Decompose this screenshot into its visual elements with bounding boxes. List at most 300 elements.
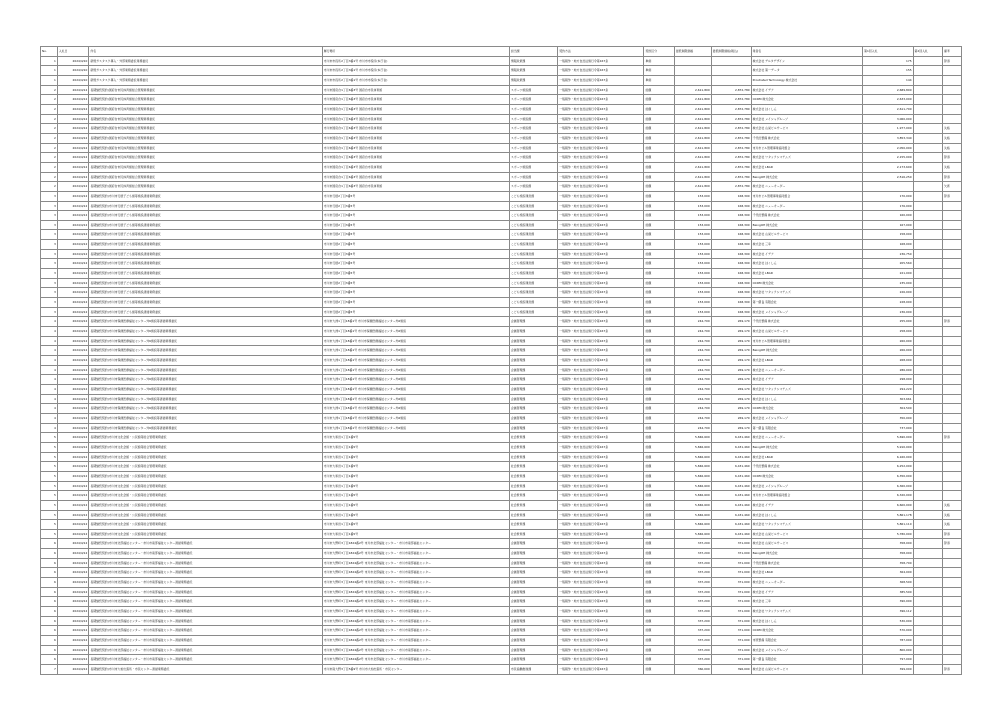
cell-no: 6 <box>41 645 58 655</box>
table-row <box>41 394 962 404</box>
header-department: 担当課 <box>509 47 557 57</box>
table-row <box>41 626 962 636</box>
cell-department: 企画管理課 <box>509 404 557 414</box>
cell-subject: 長期継続契約)市川市行徳子ども館等施設清掃業務委託 <box>89 220 322 230</box>
cell-location: 市川市大和田1丁目1番5号 <box>322 452 509 462</box>
cell-min-price: 2,611,800 <box>674 182 711 192</box>
table-row <box>41 529 962 539</box>
cell-remarks: 辞退 <box>942 317 961 327</box>
cell-contract-type: 総額 <box>644 133 674 143</box>
cell-remarks <box>942 269 961 279</box>
cell-subject: 長期継続契約)市川市行徳子ども館等施設清掃業務委託 <box>89 298 322 308</box>
cell-round-1: 236,750 <box>863 249 913 259</box>
cell-contract-type: 単価 <box>644 66 674 76</box>
cell-round-1: 221,000 <box>863 269 913 279</box>
cell-bid-date: 2024/4/12 <box>57 404 89 414</box>
cell-min-price-tax: 168,300 <box>711 191 751 201</box>
cell-bidder: 株式会社 ワタックシステムズ <box>751 288 862 298</box>
cell-contract-type: 総額 <box>644 375 674 385</box>
cell-min-price-tax: 2,872,780 <box>711 143 751 153</box>
cell-min-price: 244,700 <box>674 365 711 375</box>
cell-contract-method: 一般競争・地方自治法施行令第167条 <box>558 452 644 462</box>
cell-round-1: 3,060,000 <box>863 114 913 124</box>
cell-bid-date: 2024/4/12 <box>57 133 89 143</box>
cell-bid-date: 2024/4/12 <box>57 211 89 221</box>
cell-round-1: 2,173,600 <box>863 162 913 172</box>
cell-department: 企画管理課 <box>509 636 557 646</box>
cell-min-price: 244,700 <box>674 317 711 327</box>
cell-contract-method: 一般競争・地方自治法施行令第167条 <box>558 259 644 269</box>
cell-min-price: 337,200 <box>674 645 711 655</box>
cell-contract-type: 総額 <box>644 587 674 597</box>
cell-subject: 長期継続契約)市川市文化会館・公民館等総合管理業務委託 <box>89 471 322 481</box>
cell-contract-type: 総額 <box>644 327 674 337</box>
cell-round-1: 5,861,178 <box>863 510 913 520</box>
cell-no: 6 <box>41 587 58 597</box>
cell-subject: 長期継続契約)市川市文化会館・公民館等総合管理業務委託 <box>89 520 322 530</box>
cell-no: 4 <box>41 423 58 433</box>
cell-remarks: 失格 <box>942 124 961 134</box>
cell-no: 3 <box>41 288 58 298</box>
table-row <box>41 384 962 394</box>
cell-round-2 <box>913 114 942 124</box>
cell-bid-date: 2024/4/12 <box>57 491 89 501</box>
cell-location: 市川市国府台1丁目6番3号 国府台市民体育館 <box>322 124 509 134</box>
cell-round-1: 226,000 <box>863 288 913 298</box>
cell-bidder: 株式会社 ほくしん <box>751 394 862 404</box>
cell-bid-date: 2024/4/12 <box>57 356 89 366</box>
cell-bidder: Prostrated Technology 株式会社 <box>751 75 862 85</box>
table-row <box>41 433 962 443</box>
table-row <box>41 124 962 134</box>
cell-round-2 <box>913 529 942 539</box>
cell-min-price-tax: 2,872,780 <box>711 114 751 124</box>
cell-contract-type: 総額 <box>644 384 674 394</box>
cell-remarks <box>942 327 961 337</box>
cell-location: 市川市大野町3丁目1824番2号 市川市北部福祉センター・市川市南部福祉センター <box>322 597 509 607</box>
header-no: No. <box>41 47 58 57</box>
table-row <box>41 491 962 501</box>
cell-round-2 <box>913 269 942 279</box>
cell-bidder: 株式会社 デルタデザイン <box>751 56 862 66</box>
cell-location: 市川市国府台1丁目6番3号 国府台市民体育館 <box>322 85 509 95</box>
cell-contract-method: 一般競争・地方自治法施行令第167条 <box>558 143 644 153</box>
cell-department: 企画管理課 <box>509 346 557 356</box>
cell-round-2 <box>913 491 942 501</box>
cell-round-1: 255,000 <box>863 317 913 327</box>
cell-no: 6 <box>41 616 58 626</box>
cell-min-price: 360,000 <box>674 665 711 675</box>
cell-subject: 長期継続契約)市川市行徳子ども館等施設清掃業務委託 <box>89 230 322 240</box>
cell-subject: 長期継続契約)市川市文化会館・公民館等総合管理業務委託 <box>89 462 322 472</box>
cell-subject: 長期継続契約)国府台市民体育館総合管理業務委託 <box>89 182 322 192</box>
cell-round-1: 385,500 <box>863 587 913 597</box>
cell-contract-method: 一般競争・地方自治法施行令第167条 <box>558 655 644 665</box>
cell-round-1: 268,000 <box>863 356 913 366</box>
cell-bidder: 株式会社 イデア <box>751 85 862 95</box>
cell-min-price: 244,700 <box>674 346 711 356</box>
cell-min-price: 5,846,600 <box>674 471 711 481</box>
cell-department: 企画管理課 <box>509 558 557 568</box>
cell-remarks: 辞退 <box>942 191 961 201</box>
cell-round-2 <box>913 452 942 462</box>
cell-remarks <box>942 568 961 578</box>
table-row <box>41 211 962 221</box>
cell-bid-date: 2024/4/12 <box>57 240 89 250</box>
cell-contract-method: 一般競争・地方自治法施行令第167条 <box>558 491 644 501</box>
cell-subject: 長期継続契約)市川市北部福祉センター・市川市南部福祉センター清掃業務委託 <box>89 636 322 646</box>
cell-department: 情報政策課 <box>509 56 557 66</box>
cell-contract-type: 総額 <box>644 143 674 153</box>
cell-contract-method: 一般競争・地方自治法施行令第167条 <box>558 558 644 568</box>
cell-subject: 長期継続契約)市川市保健医療福祉センター外6施設等清掃業務委託 <box>89 356 322 366</box>
cell-bid-date: 2024/4/12 <box>57 278 89 288</box>
cell-department: スポーツ施設課 <box>509 143 557 153</box>
cell-bid-date: 2024/4/12 <box>57 549 89 559</box>
cell-department: 社会教育課 <box>509 510 557 520</box>
cell-min-price: 2,611,800 <box>674 104 711 114</box>
cell-contract-type: 総額 <box>644 500 674 510</box>
cell-subject: 長期継続契約)国府台市民体育館総合管理業務委託 <box>89 133 322 143</box>
cell-min-price: 5,846,600 <box>674 452 711 462</box>
cell-bidder: 千代田整備 株式会社 <box>751 462 862 472</box>
header-subject: 件名 <box>89 47 322 57</box>
cell-subject: 長期継続契約)市川市保健医療福祉センター外6施設等清掃業務委託 <box>89 375 322 385</box>
cell-no: 3 <box>41 269 58 279</box>
cell-bidder: BeingOH 株式会社 <box>751 220 862 230</box>
cell-contract-method: 一般競争・地方自治法施行令第167条 <box>558 172 644 182</box>
cell-round-1: 5,910,000 <box>863 442 913 452</box>
cell-department: こども施設運営課 <box>509 259 557 269</box>
cell-min-price: 153,000 <box>674 259 711 269</box>
cell-no: 5 <box>41 510 58 520</box>
cell-round-1: 266,000 <box>863 346 913 356</box>
cell-department: スポーツ施設課 <box>509 182 557 192</box>
cell-contract-type: 総額 <box>644 85 674 95</box>
cell-bid-date: 2024/4/12 <box>57 365 89 375</box>
cell-no: 1 <box>41 75 58 85</box>
cell-bid-date: 2024/4/12 <box>57 346 89 356</box>
table-row <box>41 587 962 597</box>
cell-department: 企画管理課 <box>509 356 557 366</box>
cell-location: 市川市大野町3丁目1824番2号 市川市北部福祉センター・市川市南部福祉センター <box>322 578 509 588</box>
table-row <box>41 452 962 462</box>
cell-department: 企画管理課 <box>509 384 557 394</box>
cell-remarks: 辞退 <box>942 539 961 549</box>
cell-bid-date: 2024/4/12 <box>57 597 89 607</box>
cell-round-1: 570,000 <box>863 626 913 636</box>
table-row <box>41 327 962 337</box>
cell-contract-method: 一般競争・地方自治法施行令第167条 <box>558 220 644 230</box>
cell-min-price-tax: 371,000 <box>711 558 751 568</box>
cell-min-price-tax: 269,170 <box>711 394 751 404</box>
cell-contract-method: 一般競争・地方自治法施行令第167条 <box>558 346 644 356</box>
header-round-1: 第1回入札 <box>863 47 913 57</box>
cell-remarks: 失格 <box>942 500 961 510</box>
cell-contract-type: 総額 <box>644 471 674 481</box>
cell-contract-method: 一般競争・地方自治法施行令第167条 <box>558 375 644 385</box>
cell-min-price: 153,000 <box>674 298 711 308</box>
cell-bid-date: 2024/4/12 <box>57 124 89 134</box>
cell-min-price: 244,700 <box>674 336 711 346</box>
cell-bidder: 株式会社 LBAD <box>751 568 862 578</box>
cell-contract-method: 一般競争・地方自治法施行令第167条 <box>558 433 644 443</box>
cell-bid-date: 2024/4/12 <box>57 520 89 530</box>
cell-min-price: 337,200 <box>674 616 711 626</box>
cell-no: 5 <box>41 481 58 491</box>
cell-bidder: 株式会社 LBAD <box>751 269 862 279</box>
cell-min-price: 5,846,600 <box>674 442 711 452</box>
cell-round-2 <box>913 558 942 568</box>
cell-subject: 長期継続契約)市川市行徳子ども館等施設清掃業務委託 <box>89 307 322 317</box>
cell-bid-date: 2024/4/12 <box>57 665 89 675</box>
cell-location: 市川市大洲1丁目18番1号 市川市保健医療福祉センター外6施設 <box>322 394 509 404</box>
cell-subject: 長期継続契約)市川市保健医療福祉センター外6施設等清掃業務委託 <box>89 404 322 414</box>
cell-subject: 長期継続契約)市川市保健医療福祉センター外6施設等清掃業務委託 <box>89 336 322 346</box>
cell-min-price-tax: 269,170 <box>711 346 751 356</box>
cell-subject: 長期継続契約)市川市文化会館・公民館等総合管理業務委託 <box>89 433 322 443</box>
cell-round-2 <box>913 104 942 114</box>
cell-department: 企画管理課 <box>509 336 557 346</box>
cell-location: 市川市大洲1丁目18番1号 市川市保健医療福祉センター外6施設 <box>322 404 509 414</box>
cell-contract-type: 総額 <box>644 655 674 665</box>
cell-min-price: 2,611,800 <box>674 172 711 182</box>
cell-remarks <box>942 240 961 250</box>
cell-location: 市川市大和田1丁目1番5号 <box>322 433 509 443</box>
cell-subject: 長期継続契約)市川市保健医療福祉センター外6施設等清掃業務委託 <box>89 346 322 356</box>
cell-subject: 新規ガスタスク導入・外部業務委託業務委託 <box>89 56 322 66</box>
cell-subject: 新規ガスタスク導入・外部業務委託業務委託 <box>89 66 322 76</box>
cell-remarks: 辞退 <box>942 529 961 539</box>
cell-min-price-tax: 2,872,780 <box>711 124 751 134</box>
cell-min-price: 244,700 <box>674 375 711 385</box>
cell-subject: 新規ガスタスク導入・外部業務委託業務委託 <box>89 75 322 85</box>
cell-subject: 長期継続契約)市川市文化会館・公民館等総合管理業務委託 <box>89 481 322 491</box>
cell-contract-type: 総額 <box>644 104 674 114</box>
cell-min-price-tax <box>711 56 751 66</box>
cell-location: 市川市国府台1丁目6番3号 国府台市民体育館 <box>322 172 509 182</box>
table-row <box>41 645 962 655</box>
cell-bidder: 株式会社 ほくしん <box>751 259 862 269</box>
cell-no: 5 <box>41 462 58 472</box>
cell-round-1: 205,560 <box>863 259 913 269</box>
cell-round-2 <box>913 462 942 472</box>
table-row <box>41 191 962 201</box>
cell-bidder: 株式会社 ニューオーダー <box>751 578 862 588</box>
cell-bidder: 株式会社 ニューオーダー <box>751 365 862 375</box>
cell-bid-date: 2024/4/12 <box>57 307 89 317</box>
table-row <box>41 172 962 182</box>
cell-department: こども施設運営課 <box>509 201 557 211</box>
cell-department: こども施設運営課 <box>509 269 557 279</box>
cell-contract-method: 一般競争・地方自治法施行令第167条 <box>558 394 644 404</box>
table-row <box>41 66 962 76</box>
cell-contract-type: 総額 <box>644 645 674 655</box>
cell-min-price: 2,611,800 <box>674 85 711 95</box>
cell-contract-method: 一般競争・地方自治法施行令第167条 <box>558 549 644 559</box>
cell-bidder: 株式会社 イデア <box>751 500 862 510</box>
cell-no: 1 <box>41 56 58 66</box>
cell-bidder: 第一優良 有限会社 <box>751 423 862 433</box>
cell-department: スポーツ施設課 <box>509 172 557 182</box>
cell-round-2 <box>913 384 942 394</box>
cell-bidder: 株式会社 ワタックシステムズ <box>751 384 862 394</box>
cell-location: 市川市大和田1丁目1番5号 <box>322 442 509 452</box>
cell-round-2 <box>913 220 942 230</box>
cell-min-price-tax: 2,872,780 <box>711 133 751 143</box>
cell-subject: 長期継続契約)市川市北部福祉センター・市川市南部福祉センター清掃業務委託 <box>89 539 322 549</box>
cell-bidder: 市原整備 有限会社 <box>751 636 862 646</box>
cell-location: 市川市行徳2丁目3番5号 <box>322 230 509 240</box>
cell-bidder: 市川市ビル管理事業協同組合 <box>751 143 862 153</box>
cell-department: 企画管理課 <box>509 568 557 578</box>
cell-min-price: 5,846,600 <box>674 520 711 530</box>
cell-location: 市川市大和田1丁目1番5号 <box>322 481 509 491</box>
cell-bid-date: 2024/4/12 <box>57 85 89 95</box>
cell-min-price-tax: 6,431,460 <box>711 481 751 491</box>
cell-round-2 <box>913 356 942 366</box>
cell-min-price-tax: 168,300 <box>711 278 751 288</box>
cell-round-1: 144 <box>863 75 913 85</box>
cell-min-price: 153,000 <box>674 220 711 230</box>
cell-contract-type: 総額 <box>644 636 674 646</box>
cell-contract-method: 一般競争・地方自治法施行令第167条 <box>558 95 644 105</box>
table-row <box>41 520 962 530</box>
cell-round-1: 5,690,000 <box>863 433 913 443</box>
cell-contract-method: 一般競争・地方自治法施行令第167条 <box>558 327 644 337</box>
cell-contract-method: 一般競争・地方自治法施行令第167条 <box>558 307 644 317</box>
cell-subject: 長期継続契約)市川市北部福祉センター・市川市南部福祉センター清掃業務委託 <box>89 587 322 597</box>
cell-min-price-tax: 371,000 <box>711 539 751 549</box>
table-row <box>41 336 962 346</box>
header-remarks: 備考 <box>942 47 961 57</box>
cell-contract-type: 総額 <box>644 153 674 163</box>
cell-contract-method: 一般競争・地方自治法施行令第167条 <box>558 269 644 279</box>
cell-min-price-tax: 2,872,780 <box>711 172 751 182</box>
cell-bidder: 第一優良 有限会社 <box>751 655 862 665</box>
cell-round-2 <box>913 162 942 172</box>
cell-no: 3 <box>41 278 58 288</box>
cell-round-1: 303,661 <box>863 394 913 404</box>
cell-round-1: 286,000 <box>863 365 913 375</box>
cell-contract-method: 一般競争・地方自治法施行令第167条 <box>558 317 644 327</box>
cell-no: 3 <box>41 259 58 269</box>
table-row <box>41 346 962 356</box>
cell-contract-method: 一般競争・地方自治法施行令第167条 <box>558 56 644 66</box>
cell-no: 5 <box>41 529 58 539</box>
table-row <box>41 539 962 549</box>
cell-bid-date: 2024/4/12 <box>57 471 89 481</box>
cell-round-1: 170,000 <box>863 191 913 201</box>
cell-min-price-tax: 2,872,780 <box>711 182 751 192</box>
cell-no: 7 <box>41 665 58 675</box>
cell-min-price <box>674 56 711 66</box>
cell-round-2 <box>913 645 942 655</box>
cell-min-price: 337,200 <box>674 607 711 617</box>
cell-round-2 <box>913 230 942 240</box>
cell-remarks <box>942 578 961 588</box>
cell-location: 市川市行徳2丁目3番5号 <box>322 240 509 250</box>
cell-remarks: 辞退 <box>942 665 961 675</box>
cell-location: 市川市大野町3丁目1824番2号 市川市北部福祉センター・市川市南部福祉センター <box>322 568 509 578</box>
cell-contract-method: 一般競争・地方自治法施行令第167条 <box>558 75 644 85</box>
cell-no: 4 <box>41 346 58 356</box>
cell-no: 5 <box>41 500 58 510</box>
cell-bidder: 株式会社 LBAD <box>751 452 862 462</box>
cell-department: 社会教育課 <box>509 471 557 481</box>
cell-location: 市川市大野町3丁目1824番2号 市川市北部福祉センター・市川市南部福祉センター <box>322 616 509 626</box>
cell-round-1: 399,000 <box>863 665 913 675</box>
cell-no: 2 <box>41 124 58 134</box>
cell-bidder: 株式会社 ワタックシステムズ <box>751 607 862 617</box>
cell-no: 6 <box>41 636 58 646</box>
cell-bid-date: 2024/4/12 <box>57 95 89 105</box>
cell-department: こども施設運営課 <box>509 307 557 317</box>
cell-contract-method: 一般競争・地方自治法施行令第167条 <box>558 539 644 549</box>
cell-subject: 長期継続契約)市川市文化会館・公民館等総合管理業務委託 <box>89 510 322 520</box>
table-row <box>41 259 962 269</box>
cell-bid-date: 2024/4/12 <box>57 636 89 646</box>
cell-min-price-tax: 168,300 <box>711 298 751 308</box>
cell-contract-type: 総額 <box>644 191 674 201</box>
cell-location: 市川市国府台1丁目6番3号 国府台市民体育館 <box>322 95 509 105</box>
cell-bidder: 株式会社 メイシャグループ <box>751 413 862 423</box>
cell-min-price-tax: 371,000 <box>711 568 751 578</box>
cell-remarks <box>942 384 961 394</box>
cell-bidder: 株式会社 イデア <box>751 375 862 385</box>
cell-remarks <box>942 307 961 317</box>
cell-min-price: 337,200 <box>674 655 711 665</box>
cell-min-price-tax: 168,300 <box>711 307 751 317</box>
cell-subject: 長期継続契約)市川市文化会館・公民館等総合管理業務委託 <box>89 442 322 452</box>
cell-no: 2 <box>41 153 58 163</box>
cell-remarks <box>942 645 961 655</box>
cell-round-2 <box>913 481 942 491</box>
cell-remarks: 失格 <box>942 133 961 143</box>
cell-contract-method: 一般競争・地方自治法施行令第167条 <box>558 616 644 626</box>
cell-contract-method: 一般競争・地方自治法施行令第167条 <box>558 529 644 539</box>
cell-no: 6 <box>41 549 58 559</box>
cell-subject: 長期継続契約)市川市保健医療福祉センター外6施設等清掃業務委託 <box>89 327 322 337</box>
cell-round-2 <box>913 346 942 356</box>
cell-contract-type: 総額 <box>644 510 674 520</box>
table-body <box>41 56 962 674</box>
cell-remarks <box>942 404 961 414</box>
cell-subject: 長期継続契約)市川市文化会館・公民館等総合管理業務委託 <box>89 452 322 462</box>
cell-no: 2 <box>41 133 58 143</box>
cell-remarks: 失格 <box>942 510 961 520</box>
cell-contract-method: 一般競争・地方自治法施行令第167条 <box>558 124 644 134</box>
cell-min-price-tax: 371,000 <box>711 645 751 655</box>
cell-round-1: 167,000 <box>863 220 913 230</box>
cell-contract-method: 一般競争・地方自治法施行令第167条 <box>558 240 644 250</box>
cell-department: 社会教育課 <box>509 491 557 501</box>
cell-location: 市川市南大野3丁目5番9号 市川市大柏出張所・市民センター <box>322 665 509 675</box>
cell-department: 社会教育課 <box>509 481 557 491</box>
cell-remarks <box>942 626 961 636</box>
cell-location: 市川市国府台1丁目6番3号 国府台市民体育館 <box>322 104 509 114</box>
cell-contract-type: 総額 <box>644 249 674 259</box>
cell-contract-type: 総額 <box>644 201 674 211</box>
cell-min-price-tax: 371,000 <box>711 655 751 665</box>
cell-min-price: 153,000 <box>674 288 711 298</box>
cell-subject: 長期継続契約)市川市保健医療福祉センター外6施設等清掃業務委託 <box>89 394 322 404</box>
table-row <box>41 230 962 240</box>
cell-contract-type: 総額 <box>644 529 674 539</box>
cell-contract-method: 一般競争・地方自治法施行令第167条 <box>558 578 644 588</box>
cell-round-1: 2,050,000 <box>863 143 913 153</box>
cell-contract-type: 総額 <box>644 413 674 423</box>
